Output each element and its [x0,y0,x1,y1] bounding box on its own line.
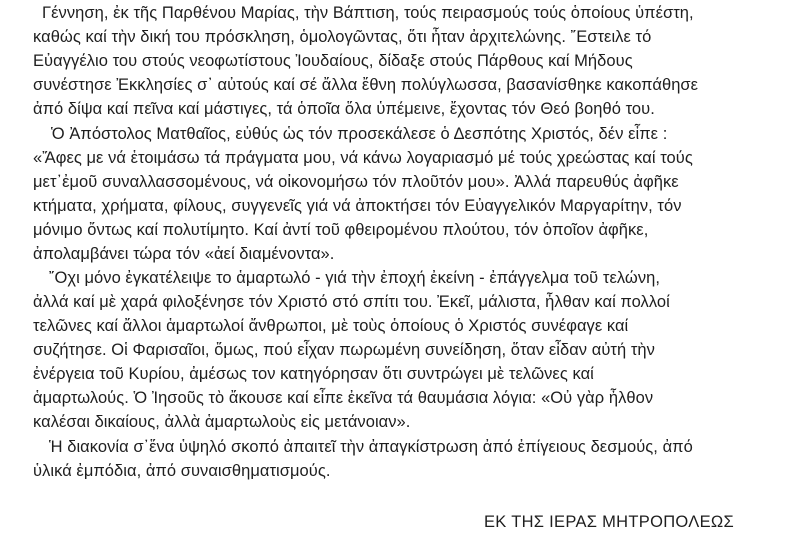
text-line: ἀλλά καί μὲ χαρά φιλοξένησε τόν Χριστό στό σπίτι του. Ἐκεῖ, μάλιστα, ἦλθαν καί πολλοί [33,293,670,311]
text-line: ὑλικά ἐμπόδια, ἀπό συναισθηματισμούς. [33,462,331,480]
text-line: Γέννηση, ἐκ τῆς Παρθένου Μαρίας, τὴν Βάπτιση, τούς πειρασμούς τούς ὁποίους ὑπέστη, [42,4,694,22]
text-line: «Ἄφες με νά ἑτοιμάσω τά πράγματα μου, νά κάνω λογαριασμό μέ τούς χρεώστας καί τούς [33,149,693,167]
text-line: συνέστησε Ἐκκλησίες σ᾽ αὐτούς καί σέ ἄλλα ἔθνη πολύγλωσσα, βασανίσθηκε κακοπάθησε [33,76,699,94]
text-line: μόνιμο ὄντως καί πολυτίμητο. Καί ἀντί τοῦ φθειρομένου πλούτου, τόν ὁποῖον ἀφῆκε, [33,221,649,239]
text-line: ἐνέργεια τοῦ Κυρίου, ἀμέσως τον κατηγόρησαν ὅτι συντρώγει μὲ τελῶνες καί [33,365,594,383]
text-line: κτήματα, χρήματα, φίλους, συγγενεῖς γιά νά ἀποκτήσει τόν Εὐαγγελικόν Μαργαρίτην, τόν [33,197,682,215]
text-line: καλέσαι δικαίους, ἀλλὰ ἁμαρτωλοὺς εἰς μετάνοιαν». [33,413,411,431]
text-line: ῎Οχι μόνο ἐγκατέλειψε το ἁμαρτωλό - γιά τὴν ἐποχή ἐκείνη - ἐπάγγελμα τοῦ τελώνη, [49,269,661,287]
text-line: καθώς καί τὴν δική του πρόσκληση, ὁμολογῶντας, ὅτι ἦταν ἀρχιτελώνης. ῎Εστειλε τό [33,28,652,46]
text-line: ἀπό δίψα καί πεῖνα καί μάστιγες, τά ὁποῖα ὅλα ὑπέμεινε, ἔχοντας τόν Θεό βοηθό του. [33,100,655,118]
text-line: Ὁ Ἀπόστολος Ματθαῖος, εὐθύς ὡς τόν προσεκάλεσε ὁ Δεσπότης Χριστός, δέν εἶπε : [51,125,668,143]
text-line: μετ᾽ἐμοῦ συναλλασσομένους, νά οἰκονομήσω τόν πλοῦτόν μου». Ἀλλά παρευθύς ἀφῆκε [33,173,679,191]
text-line: Εὐαγγέλιο του στούς νεοφωτίστους Ἰουδαίους, δίδαξε στούς Πάρθους καί Μήδους [33,52,633,70]
text-line: ἁμαρτωλούς. Ὁ Ἰησοῦς τὸ ἄκουσε καί εἶπε ἐκεῖνα τά θαυμάσια λόγια: «Οὐ γὰρ ἦλθον [33,389,654,407]
text-line: Ἡ διακονία σ᾽ἕνα ὑψηλό σκοπό ἀπαιτεῖ τὴν ἀπαγκίστρωση ἀπό ἐπίγειους δεσμούς, ἀπό [49,438,693,456]
text-line: ἀπολαμβάνει τώρα τόν «ἀεί διαμένοντα». [33,245,335,263]
signature-line: ΕΚ ΤΗΣ ΙΕΡΑΣ ΜΗΤΡΟΠΟΛΕΩΣ [484,513,735,531]
text-line: τελῶνες καί ἄλλοι ἁμαρτωλοί ἄνθρωποι, μὲ τοὺς ὁποίους ὁ Χριστός συνέφαγε καί [33,317,629,335]
text-line: συζήτησε. Οἱ Φαρισαῖοι, ὅμως, πού εἶχαν πωρωμένη συνείδηση, ὅταν εἶδαν αὐτή τὴν [33,341,655,359]
